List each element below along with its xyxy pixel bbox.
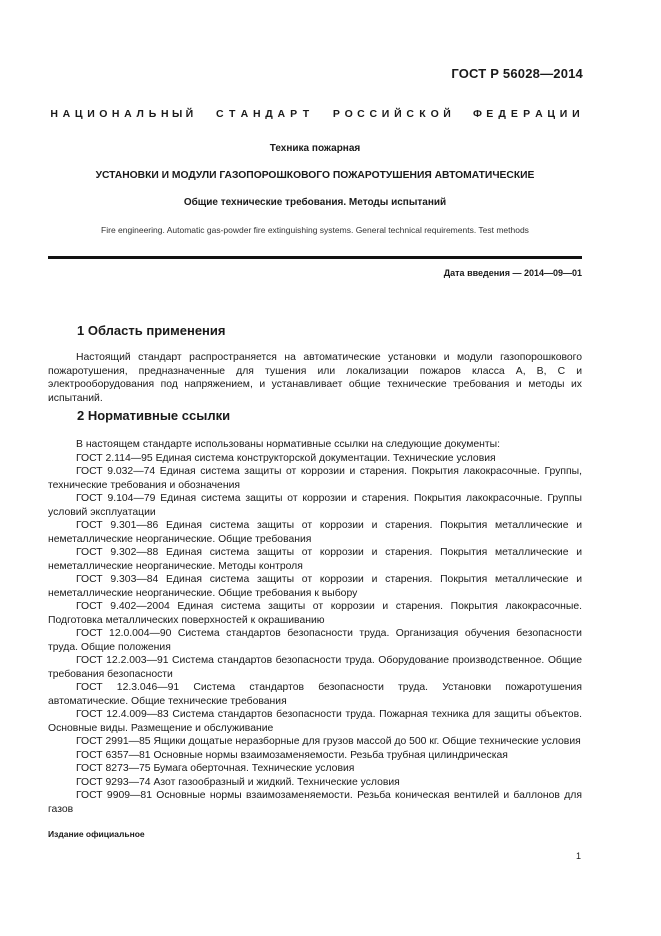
reference-item: ГОСТ 9.402—2004 Единая система защиты от коррозии и старения. Покрытия лакокрасочные. Подготовка металлических поверхностей к окрашиванию <box>48 601 582 626</box>
reference-item: ГОСТ 2.114—95 Единая система конструкторской документации. Технические условия <box>76 452 496 464</box>
subject-heading: Техника пожарная <box>269 143 361 154</box>
page-number: 1 <box>575 851 581 861</box>
reference-item: ГОСТ 12.0.004—90 Система стандартов безопасности труда. Организация обучения безопасности труда. Общие положения <box>48 628 582 653</box>
national-standard-banner <box>48 108 582 120</box>
reference-item: ГОСТ 12.4.009—83 Система стандартов безопасности труда. Пожарная техника для защиты объектов. Основные виды. Размещение и обслуживание <box>48 709 582 734</box>
banner-word: Ф Е Д Е Р А Ц И И <box>472 108 580 120</box>
section-1-body <box>48 351 582 405</box>
reference-item: ГОСТ 12.3.046—91 Система стандартов безопасности труда. Установки пожаротушения автоматические. Общие технические требования <box>48 682 582 707</box>
english-title: Fire engineering. Automatic gas-powder fire extinguishing systems. General technical requirements. Test methods <box>101 225 529 235</box>
title-divider <box>48 256 582 259</box>
banner-word: С Т А Н Д А Р Т <box>216 108 310 120</box>
reference-item: ГОСТ 9.303—84 Единая система защиты от коррозии и старения. Покрытия металлические и неметаллические неорганические. Общие требования к выбору <box>48 574 582 599</box>
introduction-date: Дата введения — 2014—09—01 <box>443 268 582 278</box>
reference-item: ГОСТ 9.301—86 Единая система защиты от коррозии и старения. Покрытия металлические и неметаллические неорганические. Общие требования <box>48 520 582 545</box>
reference-item: ГОСТ 12.2.003—91 Система стандартов безопасности труда. Оборудование производственное. Общие требования безопасности <box>48 655 582 680</box>
document-subtitle: Общие технические требования. Методы испытаний <box>183 197 447 208</box>
document-title: УСТАНОВКИ И МОДУЛИ ГАЗОПОРОШКОВОГО ПОЖАРОТУШЕНИЯ АВТОМАТИЧЕСКИЕ <box>95 170 535 181</box>
references-intro: В настоящем стандарте использованы нормативные ссылки на следующие документы: <box>76 439 500 450</box>
reference-item: ГОСТ 8273—75 Бумага оберточная. Технические условия <box>76 763 355 774</box>
banner-word: Н А Ц И О Н А Л Ь Н Ы Й <box>50 108 194 120</box>
normative-references-list <box>48 438 582 816</box>
section-2-heading: 2 Нормативные ссылки <box>77 408 231 423</box>
reference-item: ГОСТ 9293—74 Азот газообразный и жидкий. Технические условия <box>76 776 400 788</box>
reference-item: ГОСТ 9.104—79 Единая система защиты от коррозии и старения. Покрытия лакокрасочные. Группы условий эксплуатации <box>48 493 582 518</box>
reference-item: ГОСТ 6357—81 Основные нормы взаимозаменяемости. Резьба трубная цилиндрическая <box>76 749 508 761</box>
scope-paragraph: Настоящий стандарт распространяется на автоматические установки и модули газопорошкового пожаротушения, предназначенные для тушения или локализации пожаров класса А, В, С и электрооборудования под напряжением, и устанавливает общие технические требования и методы их испытаний. <box>48 352 582 404</box>
section-1-heading: 1 Область применения <box>77 323 226 338</box>
document-number: ГОСТ Р 56028—2014 <box>451 66 583 81</box>
official-edition-label: Издание официальное <box>48 829 145 839</box>
banner-word: Р О С С И Й С К О Й <box>332 108 451 120</box>
reference-item: ГОСТ 9909—81 Основные нормы взаимозаменяемости. Резьба коническая вентилей и баллонов для газов <box>48 790 582 815</box>
reference-item: ГОСТ 9.302—88 Единая система защиты от коррозии и старения. Покрытия металлические и неметаллические неорганические. Методы контроля <box>48 547 582 572</box>
reference-item: ГОСТ 9.032—74 Единая система защиты от коррозии и старения. Покрытия лакокрасочные. Группы, технические требования и обозначения <box>48 466 582 491</box>
reference-item: ГОСТ 2991—85 Ящики дощатые неразборные для грузов массой до 500 кг. Общие технические условия <box>76 736 581 747</box>
